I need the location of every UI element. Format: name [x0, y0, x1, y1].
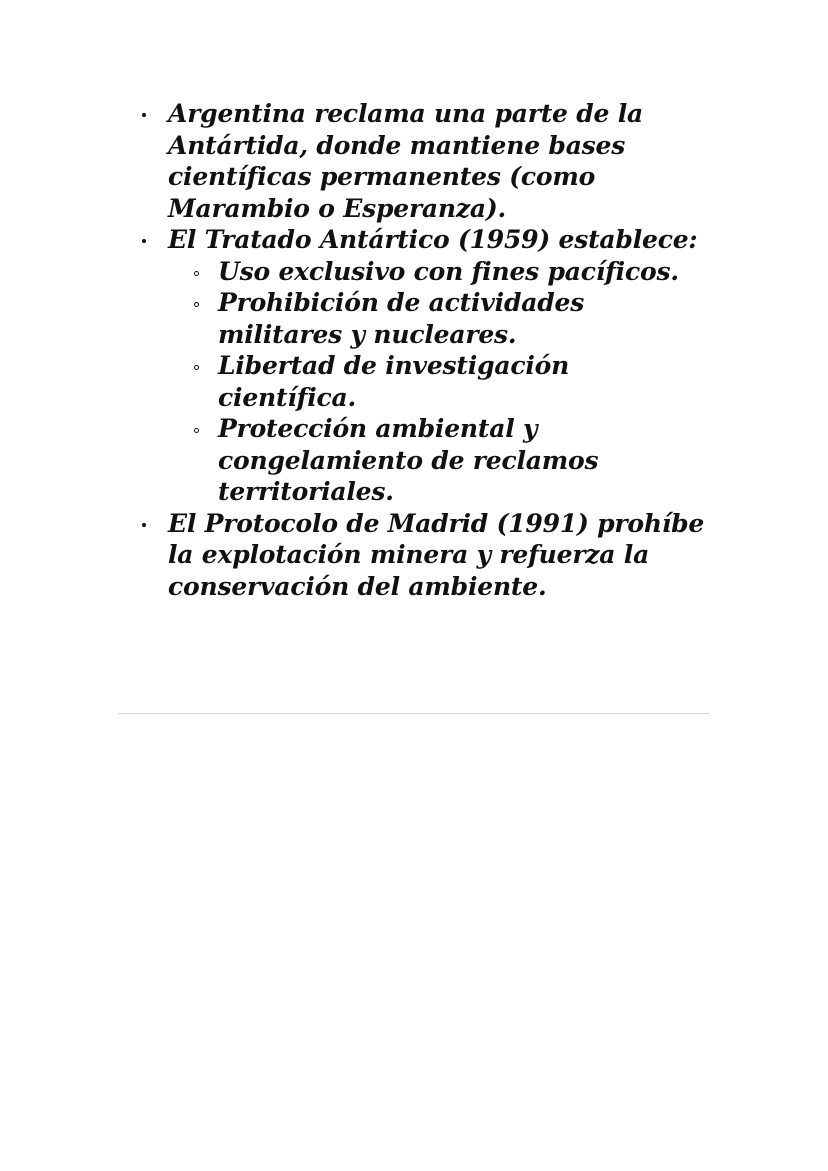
bullet-circle-icon	[194, 365, 199, 370]
bullet-list	[118, 98, 710, 602]
list-item-text: El Protocolo de Madrid (1991) prohíbe la explotación minera y refuerza la conservación del ambiente.	[168, 508, 705, 601]
sub-list-item-text: Uso exclusivo con fines pacíficos.	[218, 256, 679, 286]
sub-list-item-text: Libertad de investigación científica.	[218, 351, 570, 412]
document-body	[118, 98, 710, 602]
sub-list-item	[168, 350, 710, 413]
list-item	[118, 98, 710, 224]
horizontal-divider	[118, 713, 710, 714]
bullet-circle-icon	[194, 428, 199, 433]
sub-list-item-text: Protección ambiental y congelamiento de reclamos territoriales.	[218, 414, 599, 506]
sub-list-item-text: Prohibición de actividades militares y nucleares.	[218, 288, 585, 349]
bullet-circle-icon	[194, 302, 199, 307]
list-item-text: El Tratado Antártico (1959) establece:	[168, 225, 698, 254]
list-item	[118, 508, 710, 603]
sub-list-item	[168, 256, 710, 288]
sub-list-item	[168, 413, 710, 508]
bullet-dot-icon	[142, 523, 146, 527]
sub-bullet-list	[168, 256, 710, 508]
bullet-dot-icon	[142, 239, 146, 243]
list-item-text: Argentina reclama una parte de la Antártida, donde mantiene bases científicas permanentes (como Marambio o Esperanza).	[168, 99, 644, 223]
list-item	[118, 224, 710, 508]
bullet-circle-icon	[194, 271, 199, 276]
sub-list-item	[168, 287, 710, 350]
bullet-dot-icon	[142, 113, 146, 117]
